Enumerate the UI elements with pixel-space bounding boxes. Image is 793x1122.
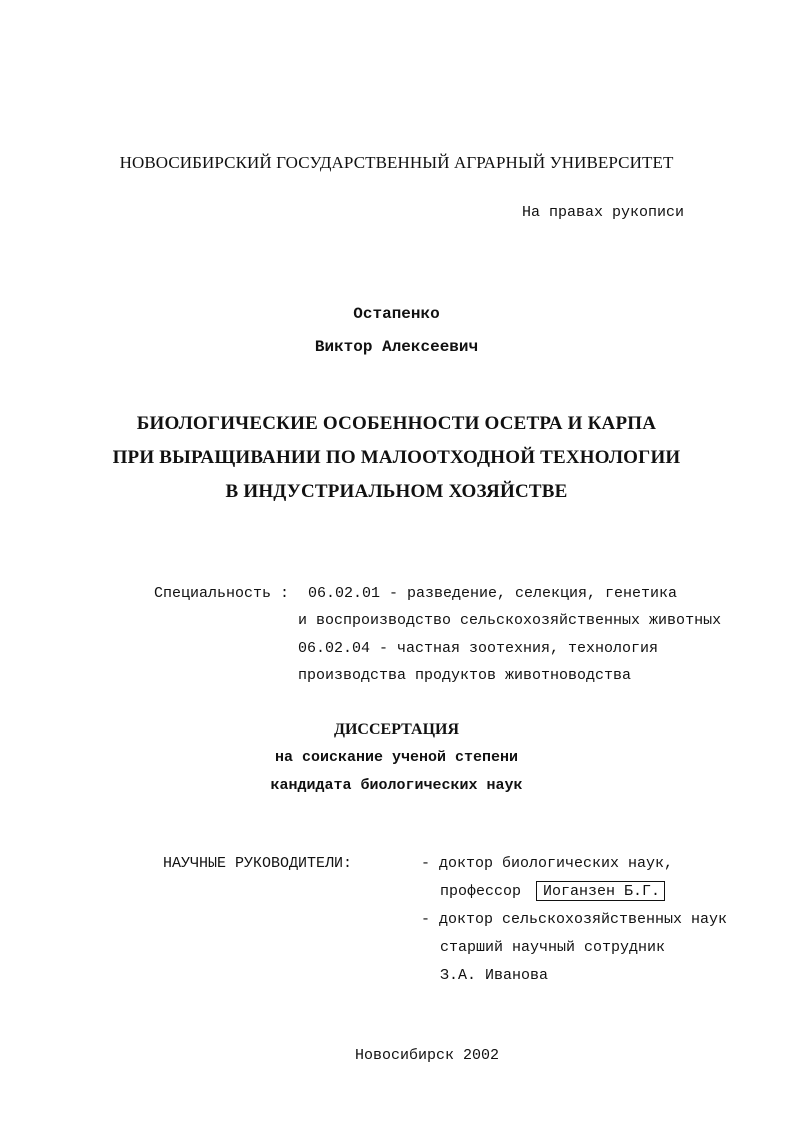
- specialty-line-1: 06.02.01 - разведение, селекция, генетика: [308, 585, 678, 602]
- specialty-line-4: производства продуктов животноводства: [298, 667, 632, 684]
- university-name: НОВОСИБИРСКИЙ ГОСУДАРСТВЕННЫЙ АГРАРНЫЙ УНИВЕРСИТЕТ: [119, 153, 674, 172]
- thesis-title-line-2: ПРИ ВЫРАЩИВАНИИ ПО МАЛООТХОДНОЙ ТЕХНОЛОГИИ: [112, 447, 681, 468]
- supervisor-1-degree: - доктор биологических наук,: [421, 855, 674, 872]
- author-given-names: Виктор Алексеевич: [314, 338, 479, 356]
- supervisor-2-degree: - доктор сельскохозяйственных наук: [421, 911, 728, 928]
- supervisors-label: НАУЧНЫЕ РУКОВОДИТЕЛИ:: [163, 855, 353, 872]
- thesis-title-line-1: БИОЛОГИЧЕСКИЕ ОСОБЕННОСТИ ОСЕТРА И КАРПА: [136, 413, 657, 434]
- supervisor-1-name: Иоганзен Б.Г.: [536, 881, 665, 901]
- specialty-line-3: 06.02.04 - частная зоотехния, технология: [298, 640, 659, 657]
- manuscript-note: На правах рукописи: [522, 204, 685, 221]
- dissertation-subtitle-line-2: кандидата биологических наук: [270, 777, 523, 794]
- author-surname: Остапенко: [353, 305, 440, 323]
- dissertation-subtitle-line-1: на соискание ученой степени: [274, 749, 519, 766]
- dissertation-title: ДИССЕРТАЦИЯ: [333, 721, 460, 738]
- supervisor-1-title: профессор: [440, 883, 522, 900]
- specialty-label: Специальность :: [154, 585, 290, 602]
- supervisor-2-title: старший научный сотрудник: [440, 939, 666, 956]
- city-year: Новосибирск 2002: [355, 1047, 500, 1064]
- supervisor-2-name: З.А. Иванова: [440, 967, 549, 984]
- thesis-title-line-3: В ИНДУСТРИАЛЬНОМ ХОЗЯЙСТВЕ: [225, 481, 568, 502]
- specialty-line-2: и воспроизводство сельскохозяйственных животных: [298, 612, 722, 629]
